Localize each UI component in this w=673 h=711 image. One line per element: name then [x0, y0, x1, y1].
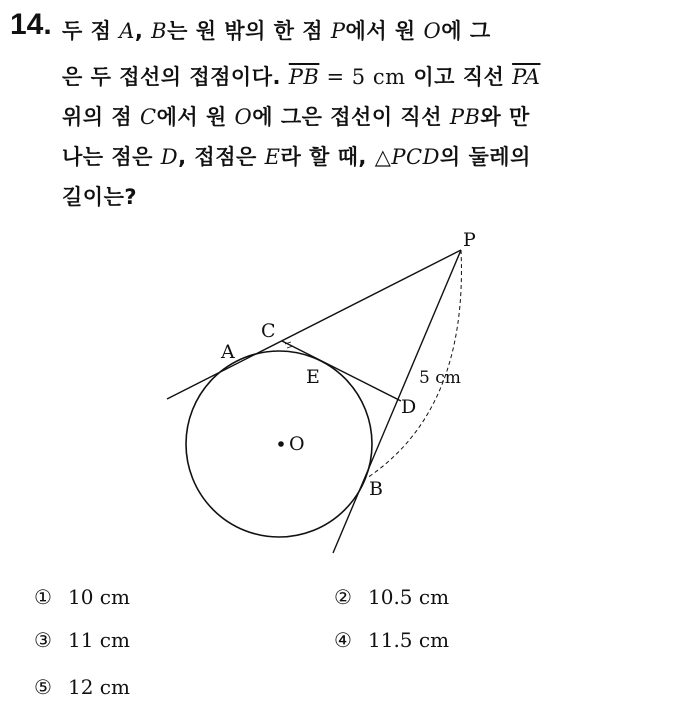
- choice-marker: ①: [34, 585, 52, 609]
- text: 두 점: [62, 19, 120, 43]
- text: 는 원 밖의 한 점: [167, 19, 331, 43]
- question-line-3: [62, 101, 530, 131]
- text: 라 할 때,: [280, 145, 375, 169]
- center-point: [278, 441, 284, 447]
- choice-text: 12 cm: [68, 675, 130, 699]
- label-d: D: [401, 396, 417, 418]
- point-c: C: [139, 105, 157, 129]
- choice-3[interactable]: [34, 628, 130, 652]
- length-value: = 5 cm: [319, 65, 406, 89]
- choice-marker: ⑤: [34, 675, 52, 699]
- label-length: 5 cm: [419, 368, 461, 388]
- point-o: O: [423, 19, 442, 43]
- choice-text: 11.5 cm: [368, 628, 450, 652]
- choice-4[interactable]: [334, 628, 449, 652]
- segment-pb: $\overline{PB}$: [288, 65, 320, 89]
- choice-marker: ②: [334, 585, 352, 609]
- question-line-2: [62, 61, 540, 91]
- text: 의 둘레의: [439, 145, 531, 169]
- text: 에서 원: [345, 19, 424, 43]
- tangent-line-cd: [282, 341, 401, 401]
- question-line-5: [62, 181, 137, 211]
- label-p: P: [463, 229, 476, 251]
- text: ,: [134, 19, 152, 43]
- question-line-4: [62, 141, 531, 171]
- text: 위의 점: [62, 105, 140, 129]
- text: 나는 점은: [62, 145, 161, 169]
- triangle-pcd: PCD: [391, 145, 440, 169]
- triangle-symbol: △: [374, 145, 392, 169]
- choice-marker: ③: [34, 628, 52, 652]
- choice-2[interactable]: [334, 585, 449, 609]
- choice-marker: ④: [334, 628, 352, 652]
- choice-text: 10 cm: [68, 585, 130, 609]
- label-o: O: [289, 433, 305, 455]
- line-pb: PB: [449, 105, 481, 129]
- segment-pa: $\overline{PA}$: [512, 65, 541, 89]
- geometry-figure: [150, 225, 490, 560]
- text: , 접점은: [178, 145, 265, 169]
- text: 은 두 접선의 접점이다.: [62, 65, 289, 89]
- text: 와 만: [480, 105, 530, 129]
- choice-text: 11 cm: [68, 628, 130, 652]
- choice-text: 10.5 cm: [368, 585, 450, 609]
- question-line-1: [62, 15, 491, 45]
- label-b: B: [369, 478, 383, 500]
- point-d: D: [160, 145, 179, 169]
- label-e: E: [306, 366, 320, 388]
- label-a: A: [221, 341, 235, 363]
- text: 에 그: [441, 19, 491, 43]
- point-b: B: [151, 19, 168, 43]
- point-e: E: [264, 145, 281, 169]
- choice-1[interactable]: [34, 585, 130, 609]
- text: 이고 직선: [405, 65, 513, 89]
- label-c: C: [261, 320, 276, 342]
- question-number: 14.: [10, 8, 52, 41]
- tangent-line-pb: [333, 250, 461, 553]
- choice-5[interactable]: [34, 675, 130, 699]
- point-p: P: [330, 19, 346, 43]
- point-o: O: [234, 105, 253, 129]
- text: 에 그은 접선이 직선: [252, 105, 450, 129]
- text: 길이는?: [62, 185, 138, 209]
- text: 에서 원: [156, 105, 235, 129]
- point-a: A: [119, 19, 135, 43]
